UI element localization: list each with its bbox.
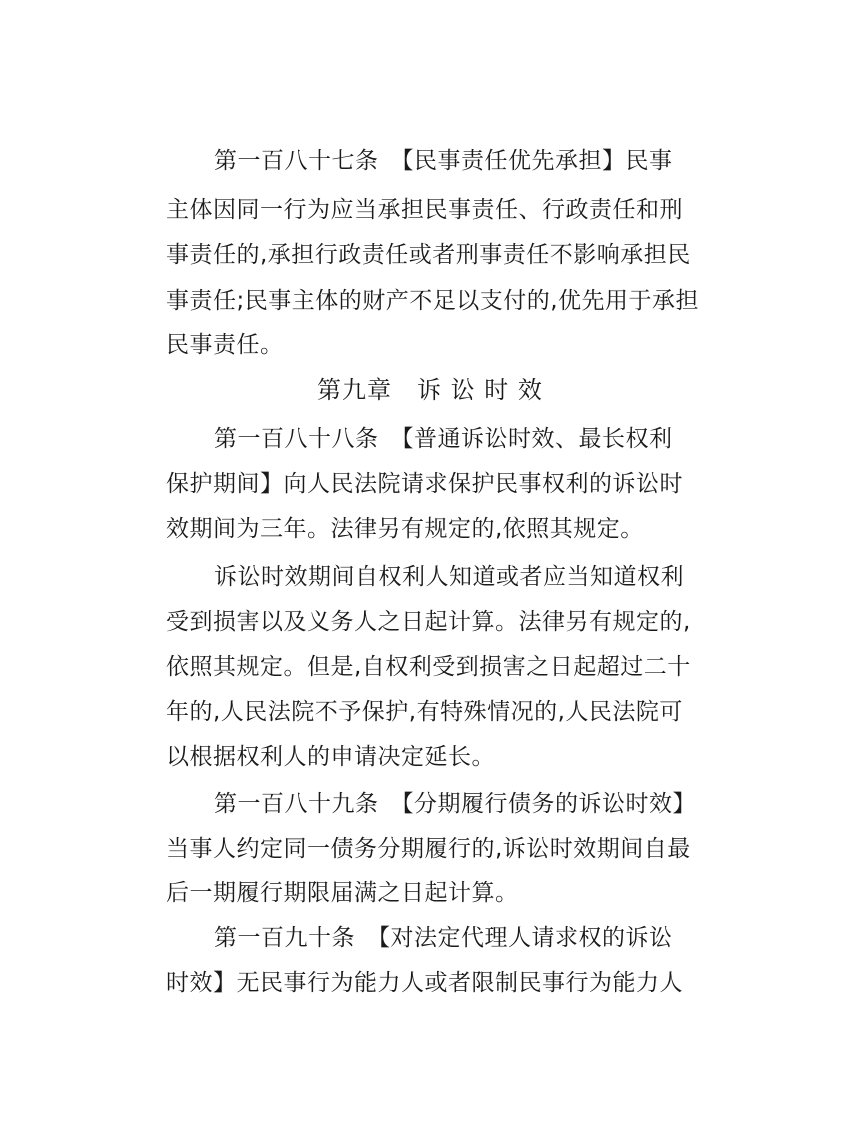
text-line: 民事责任。 bbox=[166, 332, 284, 358]
text-line: 当事人约定同一债务分期履行的,诉讼时效期间自最 bbox=[166, 836, 691, 862]
text-line: 效期间为三年。法律另有规定的,依照其规定。 bbox=[166, 516, 644, 542]
text-line: 年的,人民法院不予保护,有特殊情况的,人民法院可 bbox=[166, 699, 683, 725]
text-line: 依照其规定。但是,自权利受到损害之日起超过二十 bbox=[166, 654, 691, 680]
article-188-heading: 第一百八十八条 【普通诉讼时效、最长权利 bbox=[214, 426, 673, 452]
text-line: 事责任;民事主体的财产不足以支付的,优先用于承担 bbox=[166, 288, 700, 314]
text-line: 受到损害以及义务人之日起计算。法律另有规定的, bbox=[166, 609, 691, 635]
text-line: 时效】无民事行为能力人或者限制民事行为能力人 bbox=[166, 970, 683, 996]
text-line: 事责任的,承担行政责任或者刑事责任不影响承担民 bbox=[166, 242, 691, 268]
article-190-heading: 第一百九十条 【对法定代理人请求权的诉讼 bbox=[214, 925, 673, 951]
paragraph-start: 诉讼时效期间自权利人知道或者应当知道权利 bbox=[214, 564, 684, 590]
text-line: 后一期履行期限届满之日起计算。 bbox=[166, 880, 519, 906]
article-187-heading: 第一百八十七条 【民事责任优先承担】民事 bbox=[214, 148, 673, 174]
text-line: 以根据权利人的申请决定延长。 bbox=[166, 744, 495, 770]
chapter-title: 第九章 诉 讼 时 效 bbox=[317, 376, 543, 404]
text-line: 保护期间】向人民法院请求保护民事权利的诉讼时 bbox=[166, 471, 683, 497]
text-line: 主体因同一行为应当承担民事责任、行政责任和刑 bbox=[166, 197, 683, 223]
article-189-heading: 第一百八十九条 【分期履行债务的诉讼时效】 bbox=[214, 791, 696, 817]
